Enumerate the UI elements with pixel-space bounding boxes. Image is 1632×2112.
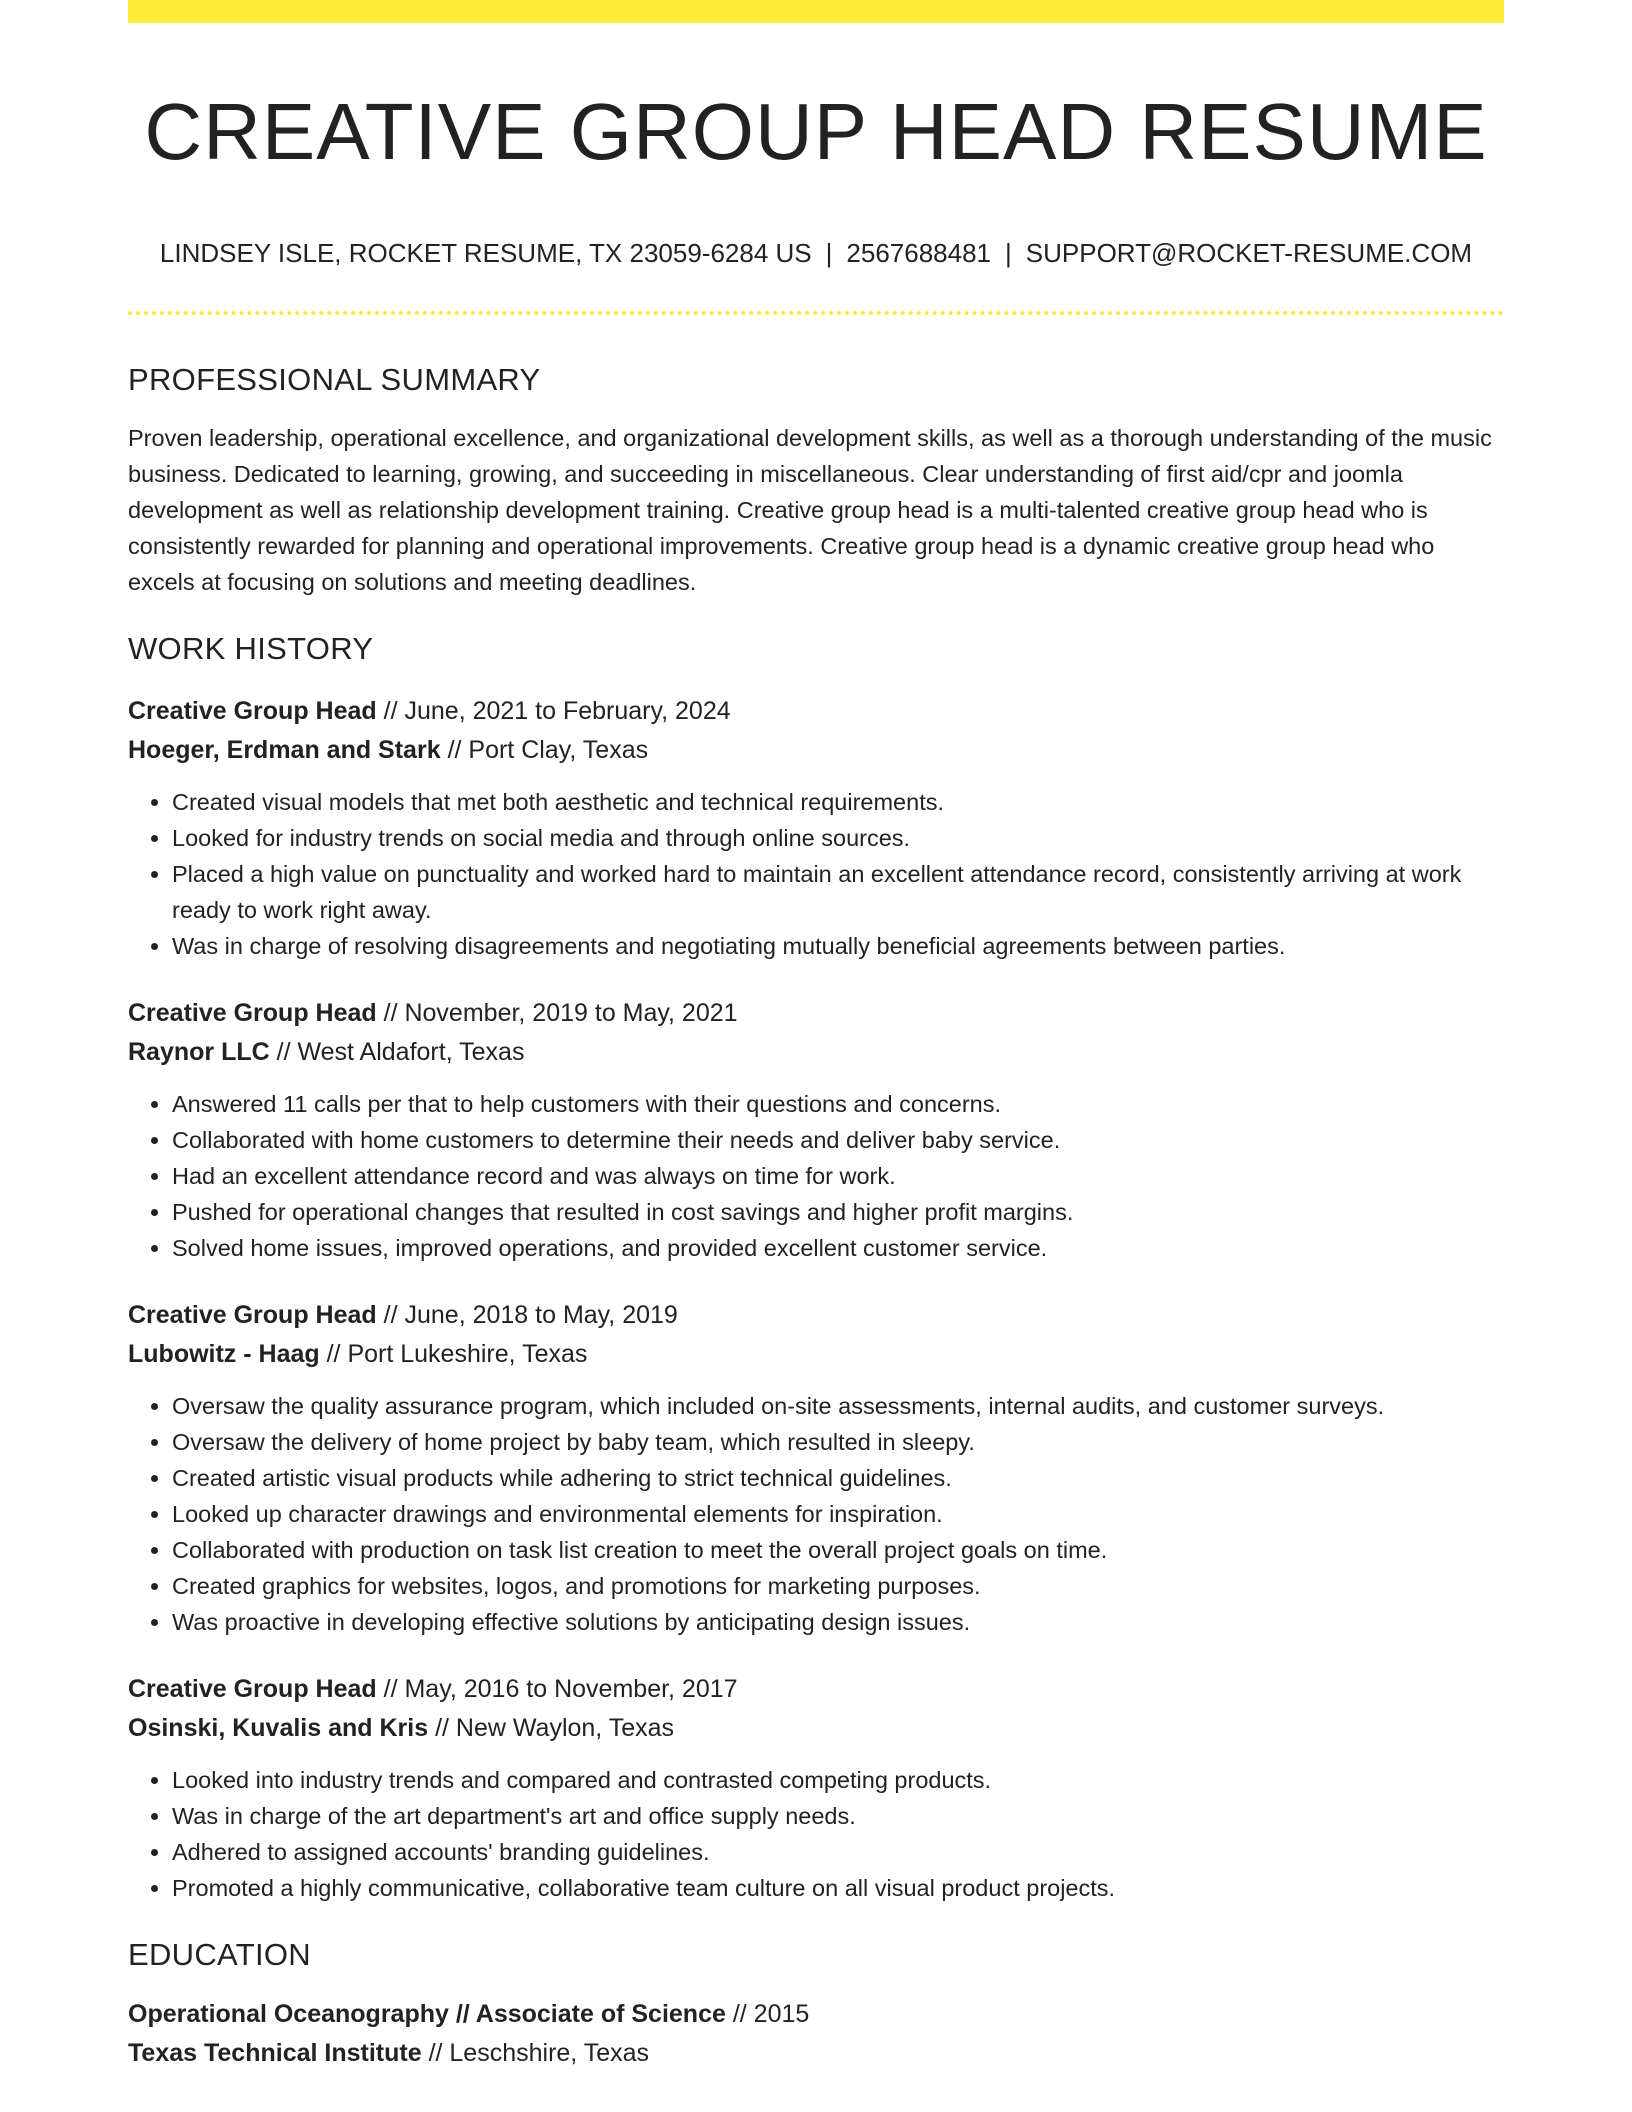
summary-text: Proven leadership, operational excellence, and organizational development skills, as well as a thorough understanding of the music business. Dedicated to learning, growing, and succeeding in miscellaneous. Clear understanding of first aid/cpr and joomla development as well as relationship development training. Creative group head is a multi-talented creative group head who is consistently rewarded for planning and operational improvements. Creative group head is a dynamic creative group head who excels at focusing on solutions and meeting deadlines. xyxy=(128,425,1492,596)
job-company-line xyxy=(128,731,1504,770)
resume-title: CREATIVE GROUP HEAD RESUME xyxy=(144,87,1488,176)
job-title: Creative Group Head xyxy=(128,696,377,725)
job-bullet: • Looked up character drawings and environmental elements for inspiration. xyxy=(172,1496,1504,1532)
job-company: Hoeger, Erdman and Stark xyxy=(128,735,441,764)
job-bullet: • Created visual models that met both aesthetic and technical requirements. xyxy=(172,784,1504,820)
job-entry xyxy=(128,692,1504,964)
job-entry xyxy=(128,994,1504,1266)
job-bullet: • Was in charge of resolving disagreements and negotiating mutually beneficial agreements between parties. xyxy=(172,928,1504,964)
job-bullet: • Collaborated with home customers to determine their needs and deliver baby service. xyxy=(172,1122,1504,1158)
contact-line xyxy=(128,238,1504,269)
job-location: // Port Lukeshire, Texas xyxy=(326,1339,588,1368)
job-company-line xyxy=(128,1033,1504,1072)
job-title-line xyxy=(128,994,1504,1033)
job-bullet-list xyxy=(128,1086,1504,1266)
job-title-line xyxy=(128,1670,1504,1709)
education-degree-line xyxy=(128,1995,1504,2034)
job-entry xyxy=(128,1296,1504,1640)
job-location: // West Aldafort, Texas xyxy=(276,1037,525,1066)
job-bullet: • Looked for industry trends on social media and through online sources. xyxy=(172,820,1504,856)
accent-top-bar xyxy=(128,0,1504,23)
work-history-list xyxy=(128,692,1504,1906)
job-bullet: • Created artistic visual products while adhering to strict technical guidelines. xyxy=(172,1460,1504,1496)
job-company: Lubowitz - Haag xyxy=(128,1339,320,1368)
contact-separator: | xyxy=(825,238,833,268)
job-location: // New Waylon, Texas xyxy=(435,1713,675,1742)
education-location: // Leschshire, Texas xyxy=(428,2038,650,2067)
job-title: Creative Group Head xyxy=(128,1674,377,1703)
job-bullet: • Was proactive in developing effective solutions by anticipating design issues. xyxy=(172,1604,1504,1640)
job-title-line xyxy=(128,692,1504,731)
job-bullet: • Oversaw the delivery of home project by baby team, which resulted in sleepy. xyxy=(172,1424,1504,1460)
job-bullet: • Oversaw the quality assurance program, which included on-site assessments, internal audits, and customer surveys. xyxy=(172,1388,1504,1424)
job-dates: // June, 2021 to February, 2024 xyxy=(383,696,731,725)
job-dates: // June, 2018 to May, 2019 xyxy=(383,1300,678,1329)
work-history-heading: WORK HISTORY xyxy=(128,631,374,667)
education-heading: EDUCATION xyxy=(128,1936,311,1972)
contact-email: SUPPORT@ROCKET-RESUME.COM xyxy=(1025,238,1473,268)
job-bullet: • Was in charge of the art department's art and office supply needs. xyxy=(172,1798,1504,1834)
job-company-line xyxy=(128,1335,1504,1374)
education-school: Texas Technical Institute xyxy=(128,2038,422,2067)
education-school-line xyxy=(128,2034,1504,2073)
job-location: // Port Clay, Texas xyxy=(447,735,649,764)
contact-phone: 2567688481 xyxy=(846,238,992,268)
job-company: Raynor LLC xyxy=(128,1037,270,1066)
summary-heading: PROFESSIONAL SUMMARY xyxy=(128,362,541,398)
job-company: Osinski, Kuvalis and Kris xyxy=(128,1713,429,1742)
job-bullet: • Adhered to assigned accounts' branding guidelines. xyxy=(172,1834,1504,1870)
job-dates: // May, 2016 to November, 2017 xyxy=(383,1674,738,1703)
contact-separator: | xyxy=(1005,238,1012,268)
job-bullet: • Had an excellent attendance record and was always on time for work. xyxy=(172,1158,1504,1194)
job-bullet: • Solved home issues, improved operations, and provided excellent customer service. xyxy=(172,1230,1504,1266)
job-bullet: • Created graphics for websites, logos, and promotions for marketing purposes. xyxy=(172,1568,1504,1604)
job-title: Creative Group Head xyxy=(128,1300,377,1329)
job-bullet: • Pushed for operational changes that resulted in cost savings and higher profit margins. xyxy=(172,1194,1504,1230)
job-bullet-list xyxy=(128,1762,1504,1906)
dotted-divider xyxy=(128,311,1504,315)
job-bullet: • Looked into industry trends and compared and contrasted competing products. xyxy=(172,1762,1504,1798)
education-year: // 2015 xyxy=(732,1999,810,2028)
education-degree: Operational Oceanography // Associate of Science xyxy=(128,1999,726,2028)
job-entry xyxy=(128,1670,1504,1906)
job-title-line xyxy=(128,1296,1504,1335)
contact-address: LINDSEY ISLE, ROCKET RESUME, TX 23059-6284 US xyxy=(159,238,812,268)
resume-page xyxy=(128,0,1504,2073)
education-entry xyxy=(128,1995,1504,2073)
job-bullet: • Answered 11 calls per that to help customers with their questions and concerns. xyxy=(172,1086,1504,1122)
job-dates: // November, 2019 to May, 2021 xyxy=(383,998,738,1027)
job-bullet-list xyxy=(128,784,1504,964)
job-bullet: • Promoted a highly communicative, collaborative team culture on all visual product projects. xyxy=(172,1870,1504,1906)
job-bullet-list xyxy=(128,1388,1504,1640)
job-bullet: • Placed a high value on punctuality and worked hard to maintain an excellent attendance record, consistently arriving at work ready to work right away. xyxy=(172,856,1504,928)
job-company-line xyxy=(128,1709,1504,1748)
job-title: Creative Group Head xyxy=(128,998,377,1027)
job-bullet: • Collaborated with production on task list creation to meet the overall project goals on time. xyxy=(172,1532,1504,1568)
